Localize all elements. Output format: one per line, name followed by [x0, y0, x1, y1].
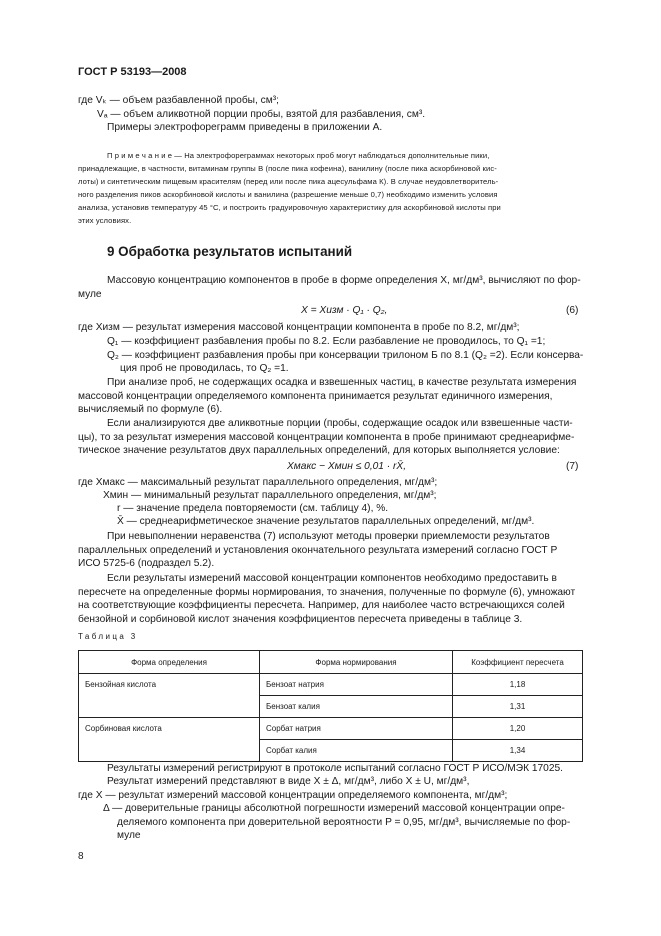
definition-xmean: X̄ — среднеарифметическое значение результатов параллельных определений, мг/дм³. [117, 516, 535, 527]
paragraph-line: Результат измерений представляют в виде X ± Δ, мг/дм³, либо X ± U, мг/дм³, [107, 776, 470, 787]
table-cell: Сорбат натрия [260, 718, 453, 740]
paragraph-line: ИСО 5725-6 (подраздел 5.2). [78, 558, 215, 569]
table-header-cell: Форма определения [79, 651, 260, 674]
formula-6-number: (6) [566, 305, 579, 316]
conversion-table [78, 650, 583, 762]
paragraph-line: параллельных определений и установления окончательного результата измерений согласно ГОСТ Р [78, 545, 558, 556]
paragraph-line: Массовую концентрацию компонентов в пробе в форме определения X, мг/дм³, вычисляют по фор- [107, 275, 581, 286]
paragraph-line: При анализе проб, не содержащих осадка и взвешенных частиц, в качестве результата измерения [107, 377, 577, 388]
definition-vk: где Vₖ — объем разбавленной пробы, см³; [78, 95, 279, 106]
paragraph-line: на соответствующие коэффициенты пересчета. Например, для наиболее часто встречающихся солей [78, 600, 565, 611]
definition-va: Vₐ — объем аликвотной порции пробы, взятой для разбавления, см³. [97, 109, 426, 120]
note-line: лоты) и синтетическим пищевым красителям (перед или после пика ацесульфама К). В случае неудовлетворитель- [78, 177, 499, 186]
note-line: анализа, установив температуру 45 °С, и построить градуировочную характеристику для аскорбиновой кислоты при [78, 203, 501, 212]
definition-r: r — значение предела повторяемости (см. таблицу 4), %. [117, 503, 389, 514]
table-header-cell: Коэффициент пересчета [453, 651, 583, 674]
note-line: принадлежащие, в частности, витаминам группы В (после пика кофеина), ванилину (после пика аскорбиновой кис- [78, 164, 497, 173]
table-cell: Сорбат калия [260, 740, 453, 762]
section-heading: 9 Обработка результатов испытаний [107, 244, 353, 259]
note-line: П р и м е ч а н и е — На электрофореграммах некоторых проб могут наблюдаться дополнительные пики, [107, 151, 490, 160]
formula-7-number: (7) [566, 461, 579, 472]
paragraph-line: тическое значение результатов двух параллельных определений, для которых выполняется условие: [78, 445, 560, 456]
definition-xmax: где Xмакс — максимальный результат параллельного определения, мг/дм³; [78, 477, 438, 488]
table-cell [79, 696, 260, 718]
formula-6: X = Xизм · Q₁ · Q₂, [301, 305, 388, 316]
paragraph-line: бензойной и сорбиновой кислот значения коэффициентов пересчета приведены в таблице 3. [78, 614, 523, 625]
page-number: 8 [78, 851, 84, 862]
examples-reference: Примеры электрофореграмм приведены в приложении А. [107, 122, 383, 133]
table-cell [79, 740, 260, 762]
paragraph-line: При невыполнении неравенства (7) используют методы проверки приемлемости результатов [107, 531, 550, 542]
definition-q1: Q₁ — коэффициент разбавления пробы по 8.2. Если разбавление не проводилось, то Q₁ =1; [107, 336, 546, 347]
table-header-cell: Форма нормирования [260, 651, 453, 674]
paragraph-line: массовой концентрации определяемого компонента принимается результат единичного измерения, [78, 391, 553, 402]
definition-delta-cont: муле [117, 830, 141, 841]
paragraph-line: цы), то за результат измерения массовой концентрации компонента в пробе принимают среднеарифме- [78, 432, 575, 443]
table-row [79, 674, 583, 696]
table-cell: Сорбиновая кислота [79, 718, 260, 740]
table-caption: Таблица 3 [78, 632, 138, 641]
definition-x: где X — результат измерений массовой концентрации определяемого компонента, мг/дм³; [78, 790, 508, 801]
table-cell: Бензоат калия [260, 696, 453, 718]
table-cell: Бензойная кислота [79, 674, 260, 696]
table-header-row [79, 651, 583, 674]
table-cell: 1,34 [453, 740, 583, 762]
table-cell: 1,18 [453, 674, 583, 696]
paragraph-line: вычисляемый по формуле (6). [78, 404, 223, 415]
definition-xmin: Xмин — минимальный результат параллельного определения, мг/дм³; [103, 490, 437, 501]
definition-q2-cont: ция проб не проводилась, то Q₂ =1. [120, 363, 289, 374]
document-header: ГОСТ Р 53193—2008 [78, 66, 187, 78]
definition-delta-cont: деляемого компонента при доверительной вероятности P = 0,95, мг/дм³, вычисляемые по фор- [117, 817, 571, 828]
note-line: этих условиях. [78, 216, 132, 225]
paragraph-line: Результаты измерений регистрируют в протоколе испытаний согласно ГОСТ Р ИСО/МЭК 17025. [107, 763, 564, 774]
table-row [79, 696, 583, 718]
table-row [79, 740, 583, 762]
formula-7: Xмакс − Xмин ≤ 0,01 · rX̄, [287, 461, 407, 472]
note-line: ного разделения пиков аскорбиновой кислоты и ванилина (разрешение меньше 0,7) необходимо изменить условия [78, 190, 498, 199]
definition-xizm: где Xизм — результат измерения массовой концентрации компонента в пробе по 8.2, мг/дм³; [78, 322, 520, 333]
paragraph-line: муле [78, 289, 102, 300]
table-cell: Бензоат натрия [260, 674, 453, 696]
table-cell: 1,31 [453, 696, 583, 718]
paragraph-line: пересчете на определенные формы нормирования, то значения, полученные по формуле (6), умножают [78, 587, 576, 598]
definition-delta: Δ — доверительные границы абсолютной погрешности измерений массовой концентрации опре- [103, 803, 565, 814]
definition-q2: Q₂ — коэффициент разбавления пробы при консервации трилоном Б по 8.1 (Q₂ =2). Если консерва- [107, 350, 584, 361]
paragraph-line: Если анализируются две аликвотные порции (пробы, содержащие осадок или взвешенные части- [107, 418, 573, 429]
paragraph-line: Если результаты измерений массовой концентрации компонентов необходимо предоставить в [107, 573, 557, 584]
table-row [79, 718, 583, 740]
table-cell: 1,20 [453, 718, 583, 740]
